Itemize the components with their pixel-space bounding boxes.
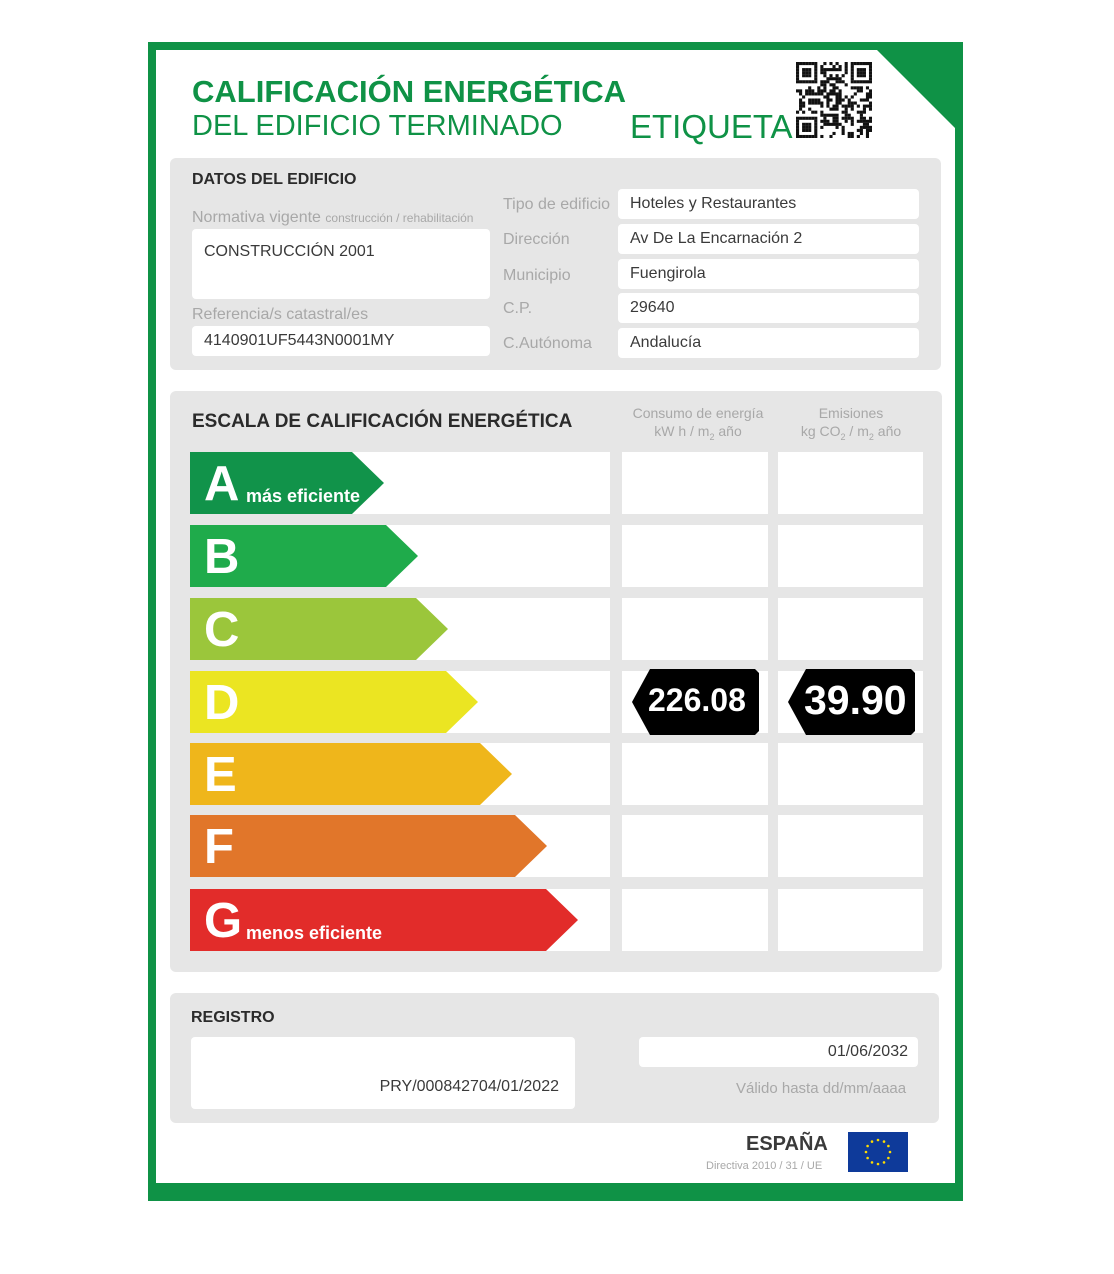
valid-until-label: Válido hasta dd/mm/aaaa bbox=[736, 1080, 907, 1097]
consumo-cell bbox=[622, 815, 768, 877]
class-bar-d bbox=[190, 671, 478, 733]
registro-number: PRY/000842704/01/2022 bbox=[191, 1037, 575, 1109]
normativa-value: CONSTRUCCIÓN 2001 bbox=[192, 229, 490, 299]
emisiones-column-header: Emisiones kg $CO_2 / m_2$ año bbox=[800, 405, 902, 442]
title-line-1: CALIFICACIÓN ENERGÉTICA bbox=[192, 74, 626, 109]
label-type: ETIQUETA bbox=[630, 108, 793, 145]
emisiones-rating-tag bbox=[788, 669, 915, 735]
class-bar-g bbox=[190, 889, 578, 951]
qr-code-icon bbox=[796, 62, 872, 138]
corner-fold bbox=[877, 50, 955, 128]
emisiones-rating-value: 39.90 bbox=[804, 677, 907, 723]
emisiones-cell bbox=[778, 598, 923, 660]
consumo-cell bbox=[622, 525, 768, 587]
tipo-edificio-label: Tipo de edificio bbox=[503, 196, 611, 213]
valid-until-date: 01/06/2032 bbox=[639, 1037, 918, 1067]
class-letter: A bbox=[204, 457, 240, 511]
emisiones-cell bbox=[778, 525, 923, 587]
cp-value: 29640 bbox=[618, 293, 919, 323]
class-letter: E bbox=[204, 748, 237, 802]
municipio-label: Municipio bbox=[503, 267, 571, 284]
direccion-label: Dirección bbox=[503, 231, 570, 248]
consumo-cell bbox=[622, 743, 768, 805]
emisiones-cell bbox=[778, 815, 923, 877]
municipio-value: Fuengirola bbox=[618, 259, 919, 289]
class-letter: D bbox=[204, 676, 240, 730]
consumo-cell bbox=[622, 598, 768, 660]
cp-label: C.P. bbox=[503, 300, 533, 317]
class-bar-a bbox=[190, 452, 384, 514]
comunidad-label: C.Autónoma bbox=[503, 335, 592, 352]
consumo-column-header: Consumo de energía kW h / $m_2$ año bbox=[632, 405, 764, 442]
registro-section-title: REGISTRO bbox=[191, 1009, 275, 1026]
country-name: ESPAÑA bbox=[746, 1133, 828, 1155]
class-bar-f bbox=[190, 815, 547, 877]
class-bar-e bbox=[190, 743, 512, 805]
class-sublabel: más eficiente bbox=[246, 486, 361, 506]
emisiones-cell bbox=[778, 743, 923, 805]
referencia-label: Referencia/s catastral/es bbox=[192, 306, 369, 323]
class-bar-c bbox=[190, 598, 448, 660]
eu-flag-icon bbox=[848, 1132, 908, 1172]
class-sublabel: menos eficiente bbox=[246, 923, 383, 943]
title-line-2: DEL EDIFICIO TERMINADO bbox=[192, 110, 563, 142]
tipo-edificio-value: Hoteles y Restaurantes bbox=[618, 189, 919, 219]
directive-reference: Directiva 2010 / 31 / UE bbox=[706, 1160, 823, 1172]
consumo-cell bbox=[622, 889, 768, 951]
direccion-value: Av De La Encarnación 2 bbox=[618, 224, 919, 254]
normativa-label: Normativa vigente construcción / rehabilitación bbox=[192, 209, 474, 226]
class-letter: F bbox=[204, 820, 234, 874]
class-letter: C bbox=[204, 603, 240, 657]
consumo-rating-tag bbox=[632, 669, 759, 735]
emisiones-cell bbox=[778, 889, 923, 951]
class-letter: G bbox=[204, 894, 243, 948]
comunidad-value: Andalucía bbox=[618, 328, 919, 358]
emisiones-cell bbox=[778, 452, 923, 514]
scale-section-title: ESCALA DE CALIFICACIÓN ENERGÉTICA bbox=[192, 411, 573, 432]
building-section-title: DATOS DEL EDIFICIO bbox=[192, 171, 357, 188]
referencia-value: 4140901UF5443N0001MY bbox=[192, 326, 490, 356]
consumo-cell bbox=[622, 452, 768, 514]
class-bar-b bbox=[190, 525, 418, 587]
class-letter: B bbox=[204, 530, 240, 584]
consumo-rating-value: 226.08 bbox=[648, 682, 746, 718]
